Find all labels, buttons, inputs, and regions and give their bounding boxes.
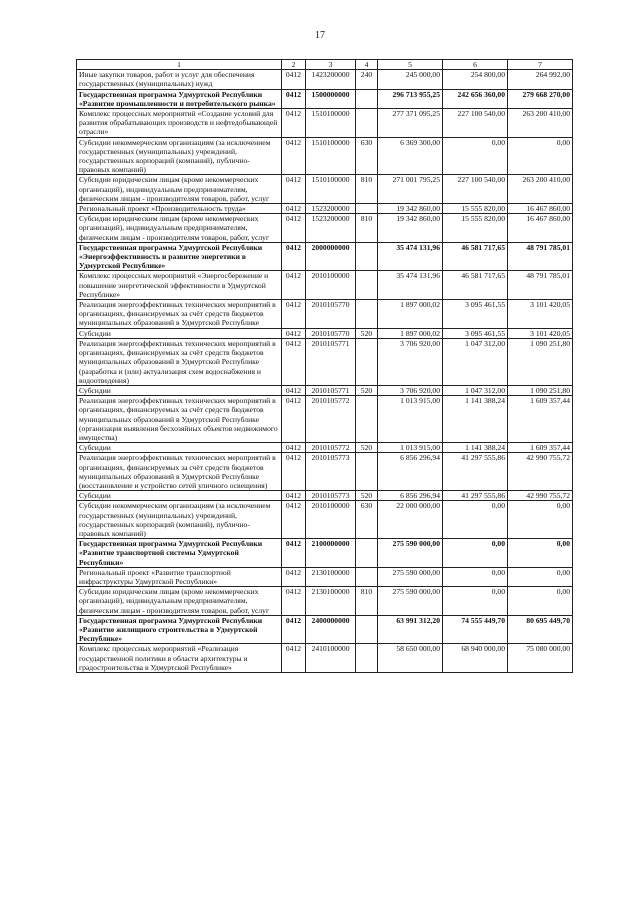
expense-type-cell xyxy=(356,453,378,491)
amount-year3-cell: 3 101 420,05 xyxy=(508,300,573,329)
amount-year2-cell: 0,00 xyxy=(443,137,508,175)
table-header-row xyxy=(77,60,573,70)
table-row xyxy=(77,109,573,138)
amount-year2-cell: 46 581 717,65 xyxy=(443,271,508,300)
row-name-cell: Государственная программа Удмуртской Республики «Развитие транспортной системы Удмуртской Республики» xyxy=(77,539,282,568)
amount-year1-cell: 1 013 915,00 xyxy=(378,443,443,453)
row-name-cell: Реализация энергоэффективных технических мероприятий в организациях, финансируемых за счёт средств бюджетов муниципальных образований в Удмуртской Республике (организация выявления бесхозяйных объектов недвижимого имущества) xyxy=(77,396,282,443)
amount-year1-cell: 6 856 296,94 xyxy=(378,453,443,491)
amount-year2-cell: 0,00 xyxy=(443,567,508,586)
section-code-cell: 0412 xyxy=(282,644,306,673)
table-row xyxy=(77,396,573,443)
amount-year1-cell: 245 000,00 xyxy=(378,70,443,89)
amount-year3-cell: 263 200 410,00 xyxy=(508,175,573,204)
row-name-cell: Субсидии некоммерческим организациям (за исключением государственных (муниципальных) учреждений, государственных корпораций (компаний), публично-правовых компаний) xyxy=(77,137,282,175)
section-code-cell: 0412 xyxy=(282,204,306,214)
table-body xyxy=(77,70,573,673)
target-article-cell: 1510100000 xyxy=(306,137,356,175)
amount-year3-cell: 1 090 251,80 xyxy=(508,338,573,385)
section-code-cell: 0412 xyxy=(282,385,306,395)
header-cell: 1 xyxy=(77,60,282,70)
amount-year3-cell: 279 668 270,00 xyxy=(508,89,573,108)
target-article-cell: 2100000000 xyxy=(306,539,356,568)
row-name-cell: Реализация энергоэффективных технических мероприятий в организациях, финансируемых за счёт средств бюджетов муниципальных образований в Удмуртской Республике xyxy=(77,300,282,329)
target-article-cell: 1523200000 xyxy=(306,204,356,214)
amount-year3-cell: 3 101 420,05 xyxy=(508,328,573,338)
expense-type-cell xyxy=(356,396,378,443)
budget-table xyxy=(76,59,573,673)
section-code-cell: 0412 xyxy=(282,443,306,453)
header-cell: 4 xyxy=(356,60,378,70)
amount-year2-cell: 41 297 555,86 xyxy=(443,453,508,491)
amount-year2-cell: 0,00 xyxy=(443,501,508,539)
row-name-cell: Субсидии xyxy=(77,328,282,338)
table-row xyxy=(77,539,573,568)
amount-year2-cell: 1 047 312,00 xyxy=(443,385,508,395)
amount-year1-cell: 6 369 300,00 xyxy=(378,137,443,175)
amount-year2-cell: 1 141 388,24 xyxy=(443,396,508,443)
target-article-cell: 1500000000 xyxy=(306,89,356,108)
section-code-cell: 0412 xyxy=(282,89,306,108)
amount-year3-cell: 48 791 785,01 xyxy=(508,242,573,271)
expense-type-cell xyxy=(356,242,378,271)
row-name-cell: Региональный проект «Развитие транспортной инфраструктуры Удмуртской Республики» xyxy=(77,567,282,586)
amount-year1-cell: 275 590 000,00 xyxy=(378,587,443,616)
expense-type-cell: 630 xyxy=(356,137,378,175)
amount-year3-cell: 75 080 000,00 xyxy=(508,644,573,673)
amount-year3-cell: 0,00 xyxy=(508,587,573,616)
amount-year1-cell: 277 371 095,25 xyxy=(378,109,443,138)
section-code-cell: 0412 xyxy=(282,501,306,539)
row-name-cell: Региональный проект «Производительность труда» xyxy=(77,204,282,214)
target-article-cell: 1510100000 xyxy=(306,109,356,138)
table-row xyxy=(77,89,573,108)
table-row xyxy=(77,328,573,338)
target-article-cell: 2010105771 xyxy=(306,338,356,385)
section-code-cell: 0412 xyxy=(282,70,306,89)
amount-year3-cell: 0,00 xyxy=(508,567,573,586)
table-row xyxy=(77,501,573,539)
table-row xyxy=(77,385,573,395)
row-name-cell: Комплекс процессных мероприятий «Энергосбережение и повышение энергетической эффективности в Удмуртской Республике» xyxy=(77,271,282,300)
amount-year1-cell: 1 897 000,02 xyxy=(378,300,443,329)
amount-year1-cell: 63 991 312,20 xyxy=(378,615,443,644)
amount-year1-cell: 6 856 296,94 xyxy=(378,491,443,501)
expense-type-cell xyxy=(356,615,378,644)
target-article-cell: 2130100000 xyxy=(306,567,356,586)
row-name-cell: Субсидии xyxy=(77,443,282,453)
row-name-cell: Субсидии юридическим лицам (кроме некоммерческих организаций), индивидуальным предпринимателям, физическим лицам - производителям товаров, работ, услуг xyxy=(77,587,282,616)
amount-year2-cell: 0,00 xyxy=(443,587,508,616)
amount-year1-cell: 19 342 860,00 xyxy=(378,204,443,214)
amount-year3-cell: 80 695 449,70 xyxy=(508,615,573,644)
target-article-cell: 2130100000 xyxy=(306,587,356,616)
section-code-cell: 0412 xyxy=(282,328,306,338)
amount-year1-cell: 35 474 131,96 xyxy=(378,242,443,271)
expense-type-cell: 520 xyxy=(356,385,378,395)
expense-type-cell xyxy=(356,338,378,385)
section-code-cell: 0412 xyxy=(282,300,306,329)
target-article-cell: 1423200000 xyxy=(306,70,356,89)
amount-year2-cell: 3 095 461,55 xyxy=(443,300,508,329)
header-cell: 7 xyxy=(508,60,573,70)
amount-year3-cell: 0,00 xyxy=(508,539,573,568)
expense-type-cell xyxy=(356,567,378,586)
amount-year3-cell: 16 467 860,00 xyxy=(508,214,573,243)
amount-year2-cell: 1 047 312,00 xyxy=(443,338,508,385)
header-cell: 5 xyxy=(378,60,443,70)
row-name-cell: Комплекс процессных мероприятий «Создание условий для развития обрабатывающих производств и нефтедобывающей отрасли» xyxy=(77,109,282,138)
expense-type-cell: 810 xyxy=(356,587,378,616)
table-row xyxy=(77,137,573,175)
amount-year3-cell: 264 992,00 xyxy=(508,70,573,89)
expense-type-cell: 240 xyxy=(356,70,378,89)
amount-year1-cell: 296 713 955,25 xyxy=(378,89,443,108)
expense-type-cell xyxy=(356,109,378,138)
amount-year1-cell: 3 706 920,00 xyxy=(378,338,443,385)
row-name-cell: Государственная программа Удмуртской Республики «Энергоэффективность и развитие энергетики в Удмуртской Республике» xyxy=(77,242,282,271)
target-article-cell: 2010105770 xyxy=(306,300,356,329)
amount-year3-cell: 48 791 785,01 xyxy=(508,271,573,300)
amount-year1-cell: 1 897 000,02 xyxy=(378,328,443,338)
amount-year2-cell: 41 297 555,86 xyxy=(443,491,508,501)
row-name-cell: Субсидии xyxy=(77,491,282,501)
amount-year2-cell: 15 555 820,00 xyxy=(443,214,508,243)
table-row xyxy=(77,70,573,89)
target-article-cell: 2010105773 xyxy=(306,453,356,491)
expense-type-cell: 520 xyxy=(356,328,378,338)
amount-year3-cell: 16 467 860,00 xyxy=(508,204,573,214)
row-name-cell: Субсидии юридическим лицам (кроме некоммерческих организаций), индивидуальным предпринимателям, физическим лицам - производителям товаров, работ, услуг xyxy=(77,175,282,204)
amount-year2-cell: 227 100 540,00 xyxy=(443,175,508,204)
expense-type-cell: 630 xyxy=(356,501,378,539)
section-code-cell: 0412 xyxy=(282,615,306,644)
table-row xyxy=(77,644,573,673)
amount-year1-cell: 275 590 000,00 xyxy=(378,539,443,568)
target-article-cell: 2000000000 xyxy=(306,242,356,271)
section-code-cell: 0412 xyxy=(282,242,306,271)
expense-type-cell xyxy=(356,539,378,568)
page-number: 17 xyxy=(315,30,325,41)
amount-year1-cell: 271 001 795,25 xyxy=(378,175,443,204)
section-code-cell: 0412 xyxy=(282,491,306,501)
row-name-cell: Государственная программа Удмуртской Республики «Развитие промышленности и потребительского рынка» xyxy=(77,89,282,108)
expense-type-cell: 810 xyxy=(356,175,378,204)
expense-type-cell xyxy=(356,300,378,329)
expense-type-cell xyxy=(356,89,378,108)
target-article-cell: 2010105773 xyxy=(306,491,356,501)
table-row xyxy=(77,491,573,501)
expense-type-cell: 810 xyxy=(356,214,378,243)
table-row xyxy=(77,615,573,644)
row-name-cell: Субсидии некоммерческим организациям (за исключением государственных (муниципальных) учреждений, государственных корпораций (компаний), публично-правовых компаний) xyxy=(77,501,282,539)
table-row xyxy=(77,214,573,243)
amount-year3-cell: 1 609 357,44 xyxy=(508,396,573,443)
expense-type-cell: 520 xyxy=(356,443,378,453)
row-name-cell: Субсидии юридическим лицам (кроме некоммерческих организаций), индивидуальным предпринимателям, физическим лицам - производителям товаров, работ, услуг xyxy=(77,214,282,243)
amount-year2-cell: 254 800,00 xyxy=(443,70,508,89)
section-code-cell: 0412 xyxy=(282,338,306,385)
amount-year2-cell: 0,00 xyxy=(443,539,508,568)
amount-year1-cell: 22 000 000,00 xyxy=(378,501,443,539)
expense-type-cell xyxy=(356,204,378,214)
row-name-cell: Реализация энергоэффективных технических мероприятий в организациях, финансируемых за счёт средств бюджетов муниципальных образований в Удмуртской Республике (восстановление и устройство сетей уличного освещения) xyxy=(77,453,282,491)
table-row xyxy=(77,242,573,271)
amount-year3-cell: 263 200 410,00 xyxy=(508,109,573,138)
header-cell: 6 xyxy=(443,60,508,70)
table-row xyxy=(77,175,573,204)
amount-year3-cell: 42 990 755,72 xyxy=(508,491,573,501)
target-article-cell: 1510100000 xyxy=(306,175,356,204)
section-code-cell: 0412 xyxy=(282,539,306,568)
amount-year3-cell: 1 090 251,80 xyxy=(508,385,573,395)
amount-year2-cell: 15 555 820,00 xyxy=(443,204,508,214)
header-cell: 3 xyxy=(306,60,356,70)
section-code-cell: 0412 xyxy=(282,214,306,243)
expense-type-cell: 520 xyxy=(356,491,378,501)
row-name-cell: Субсидии xyxy=(77,385,282,395)
amount-year1-cell: 275 590 000,00 xyxy=(378,567,443,586)
amount-year2-cell: 3 095 461,55 xyxy=(443,328,508,338)
target-article-cell: 1523200000 xyxy=(306,214,356,243)
amount-year2-cell: 242 656 360,00 xyxy=(443,89,508,108)
table-row xyxy=(77,443,573,453)
section-code-cell: 0412 xyxy=(282,567,306,586)
target-article-cell: 2010105770 xyxy=(306,328,356,338)
amount-year3-cell: 1 609 357,44 xyxy=(508,443,573,453)
expense-type-cell xyxy=(356,271,378,300)
header-cell: 2 xyxy=(282,60,306,70)
amount-year3-cell: 0,00 xyxy=(508,501,573,539)
amount-year3-cell: 0,00 xyxy=(508,137,573,175)
expense-type-cell xyxy=(356,644,378,673)
section-code-cell: 0412 xyxy=(282,271,306,300)
target-article-cell: 2010105771 xyxy=(306,385,356,395)
table-row xyxy=(77,567,573,586)
table-row xyxy=(77,453,573,491)
amount-year3-cell: 42 990 755,72 xyxy=(508,453,573,491)
section-code-cell: 0412 xyxy=(282,109,306,138)
row-name-cell: Комплекс процессных мероприятий «Реализация государственной политики в области архитектуры и градостроительства в Удмуртской Республике» xyxy=(77,644,282,673)
target-article-cell: 2400000000 xyxy=(306,615,356,644)
amount-year1-cell: 19 342 860,00 xyxy=(378,214,443,243)
amount-year2-cell: 74 555 449,70 xyxy=(443,615,508,644)
row-name-cell: Иные закупки товаров, работ и услуг для обеспечения государственных (муниципальных) нужд xyxy=(77,70,282,89)
amount-year1-cell: 1 013 915,00 xyxy=(378,396,443,443)
target-article-cell: 2010105772 xyxy=(306,443,356,453)
target-article-cell: 2010105772 xyxy=(306,396,356,443)
amount-year1-cell: 3 706 920,00 xyxy=(378,385,443,395)
amount-year2-cell: 227 100 540,00 xyxy=(443,109,508,138)
amount-year2-cell: 46 581 717,65 xyxy=(443,242,508,271)
table-row xyxy=(77,271,573,300)
target-article-cell: 2010100000 xyxy=(306,271,356,300)
amount-year1-cell: 58 650 000,00 xyxy=(378,644,443,673)
section-code-cell: 0412 xyxy=(282,587,306,616)
target-article-cell: 2410100000 xyxy=(306,644,356,673)
table-row xyxy=(77,587,573,616)
amount-year2-cell: 68 940 000,00 xyxy=(443,644,508,673)
section-code-cell: 0412 xyxy=(282,137,306,175)
row-name-cell: Реализация энергоэффективных технических мероприятий в организациях, финансируемых за счёт средств бюджетов муниципальных образований в Удмуртской Республике (разработка и (или) актуализация схем водоснабжения и водоотведения) xyxy=(77,338,282,385)
table-row xyxy=(77,204,573,214)
target-article-cell: 2010100000 xyxy=(306,501,356,539)
amount-year1-cell: 35 474 131,96 xyxy=(378,271,443,300)
table-row xyxy=(77,300,573,329)
row-name-cell: Государственная программа Удмуртской Республики «Развитие жилищного строительства в Удмуртской Республике» xyxy=(77,615,282,644)
section-code-cell: 0412 xyxy=(282,396,306,443)
section-code-cell: 0412 xyxy=(282,453,306,491)
amount-year2-cell: 1 141 388,24 xyxy=(443,443,508,453)
table-row xyxy=(77,338,573,385)
section-code-cell: 0412 xyxy=(282,175,306,204)
